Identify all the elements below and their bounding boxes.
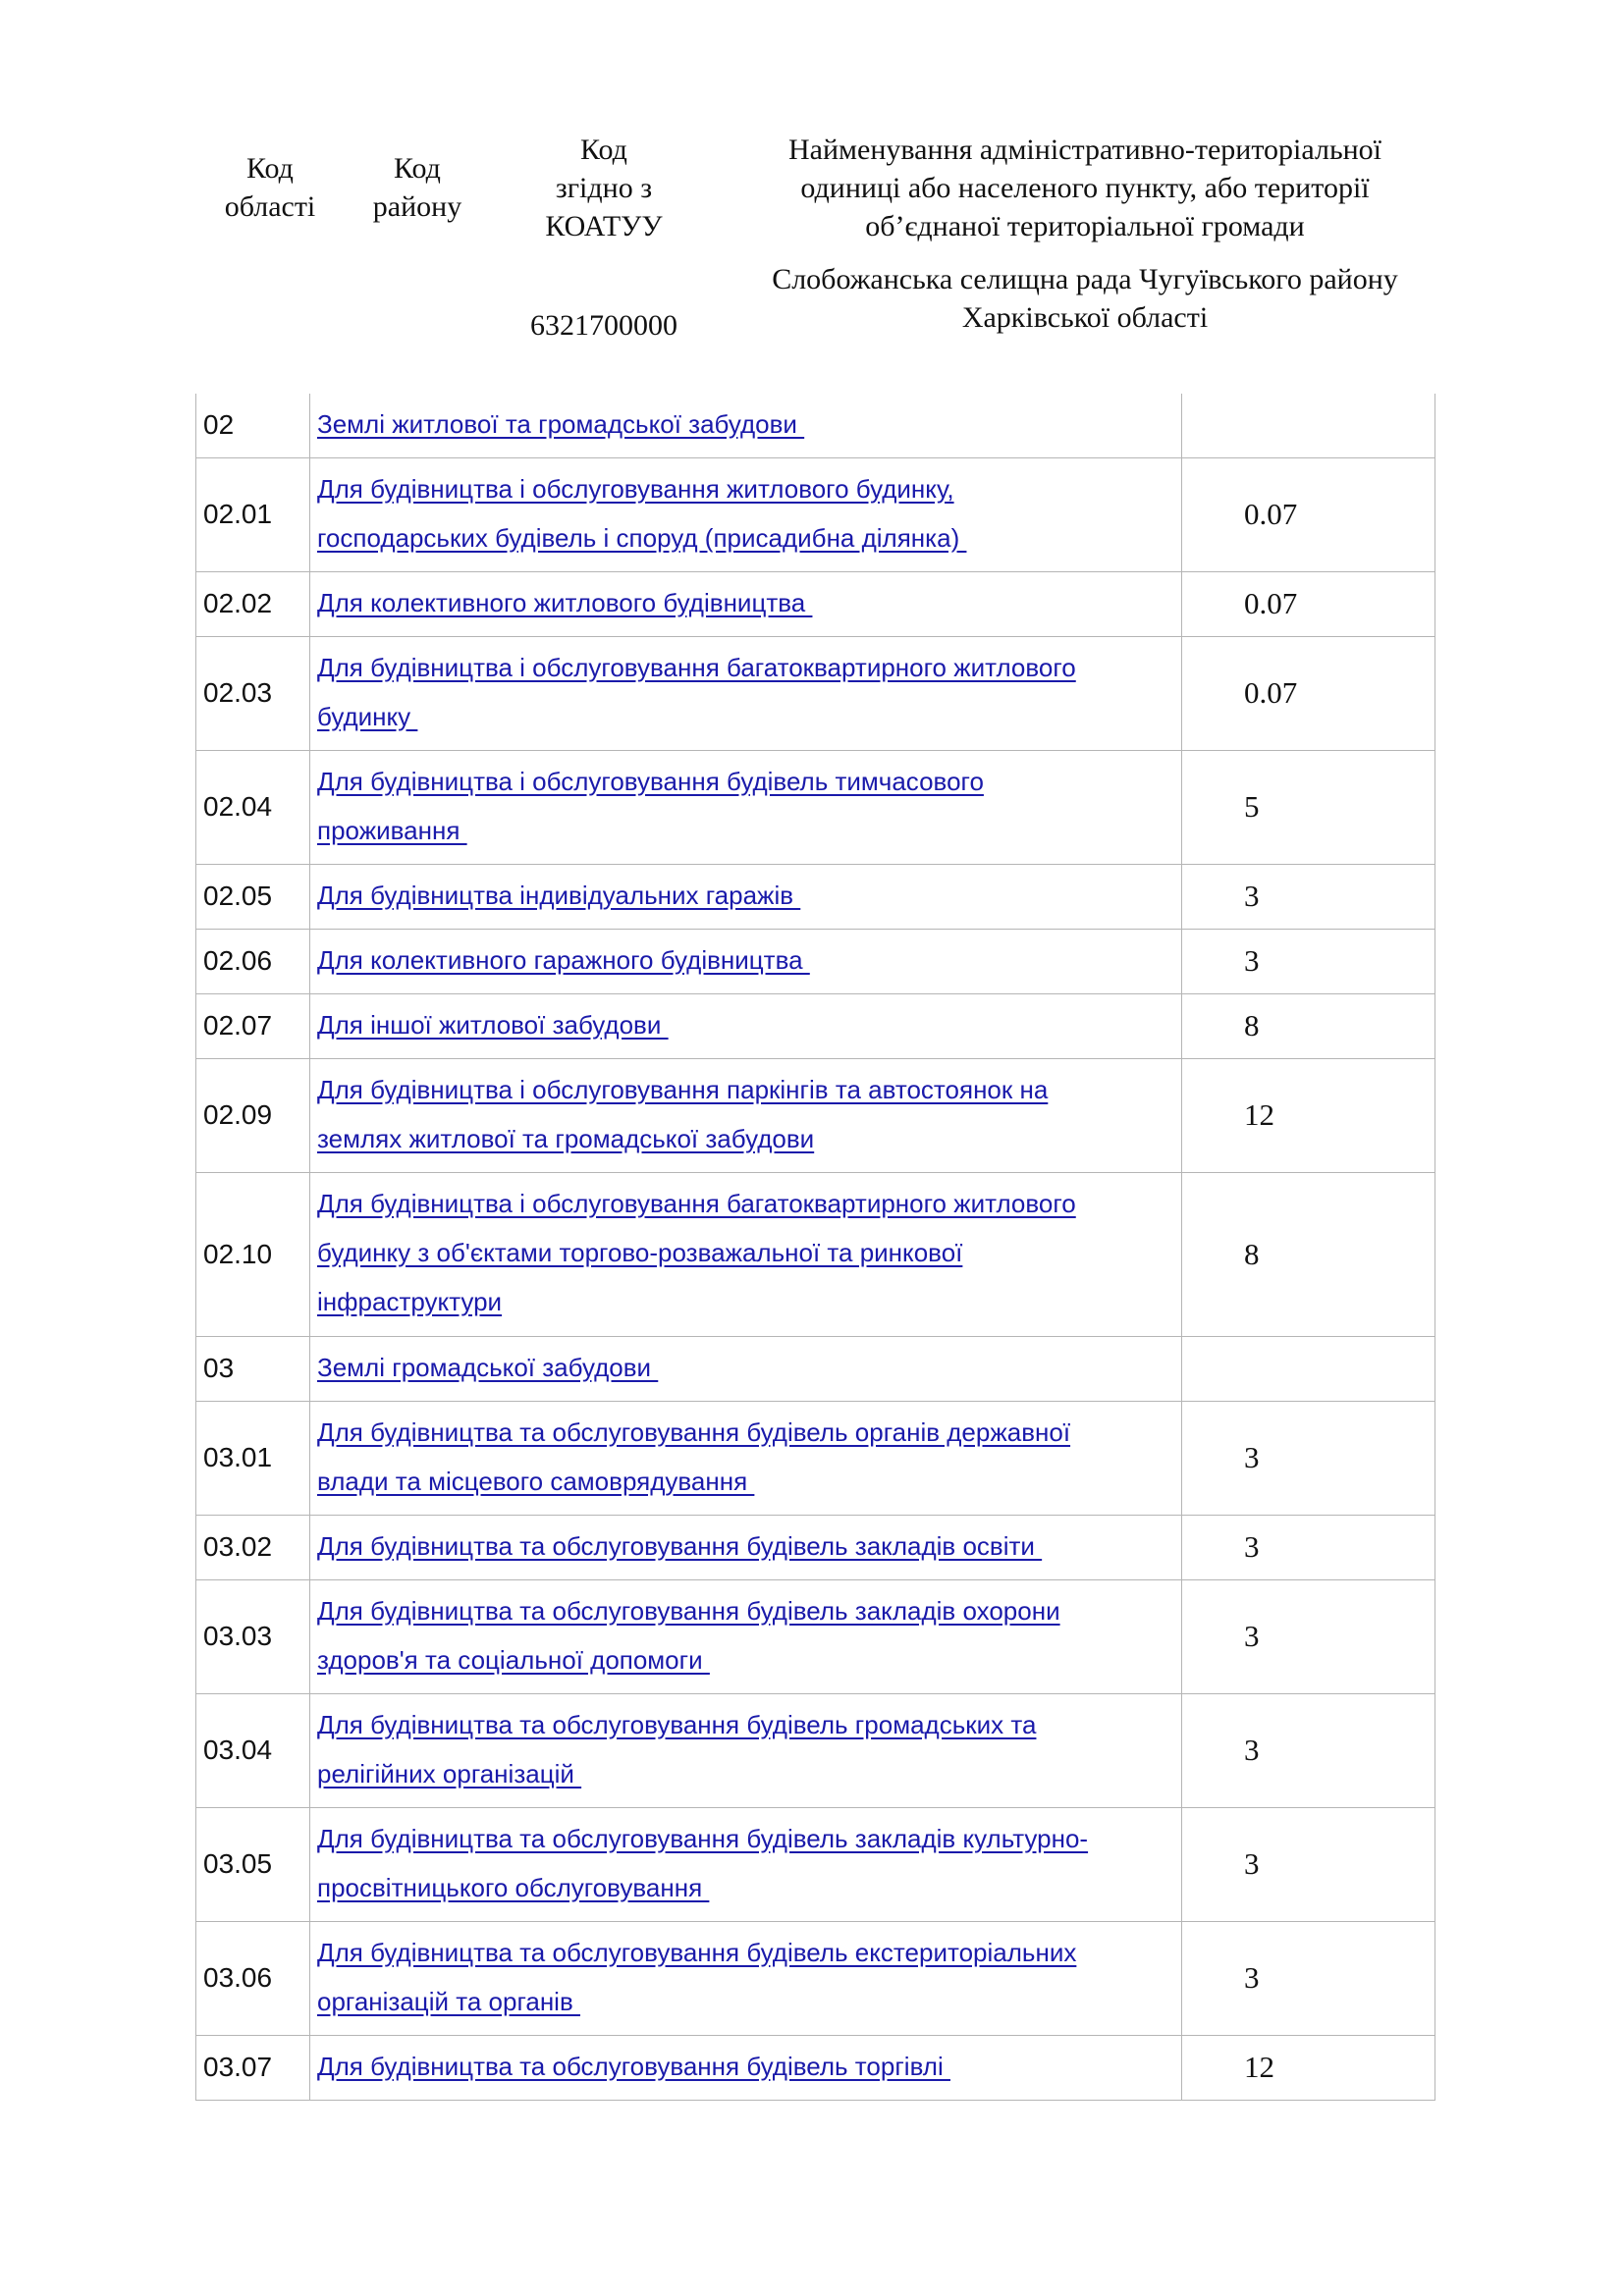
tax-rate: 3 xyxy=(1182,1693,1435,1807)
tax-rate: 12 xyxy=(1182,2035,1435,2100)
rayon-code-header: Код району xyxy=(372,152,462,223)
purpose-name-link[interactable]: Для колективного гаражного будівництва xyxy=(317,944,810,975)
council-name: Слобожанська селищна рада Чугуївського району Харківської області xyxy=(772,263,1398,334)
purpose-name-link[interactable]: Землі громадської забудови xyxy=(317,1352,659,1382)
table-row xyxy=(196,571,1435,636)
koatuu-code-value: 6321700000 xyxy=(530,309,677,342)
purpose-name-cell xyxy=(310,1058,1182,1172)
tax-rate: 12 xyxy=(1182,1058,1435,1172)
purpose-code: 02.06 xyxy=(196,929,310,993)
purpose-name-cell xyxy=(310,571,1182,636)
tax-rate: 8 xyxy=(1182,1172,1435,1336)
purpose-name-link[interactable]: Для будівництва і обслуговування багатоквартирного житлового будинку xyxy=(317,652,1076,731)
purpose-code: 03.02 xyxy=(196,1515,310,1579)
table-row xyxy=(196,457,1435,571)
tax-rate: 3 xyxy=(1182,1579,1435,1693)
table-row xyxy=(196,1172,1435,1336)
purpose-name-link[interactable]: Для будівництва та обслуговування будівель закладів культурно- просвітницького обслуговування xyxy=(317,1823,1089,1902)
tax-rate: 3 xyxy=(1182,864,1435,929)
table-row xyxy=(196,1515,1435,1579)
purpose-name-cell xyxy=(310,1336,1182,1401)
purpose-name-cell xyxy=(310,2035,1182,2100)
tax-rate: 3 xyxy=(1182,1401,1435,1515)
tax-rate: 0.07 xyxy=(1182,571,1435,636)
table-row xyxy=(196,1693,1435,1807)
purpose-code: 02.05 xyxy=(196,864,310,929)
purpose-name-cell xyxy=(310,750,1182,864)
purpose-name-cell xyxy=(310,1401,1182,1515)
purpose-name-link[interactable]: Для будівництва та обслуговування будівель закладів охорони здоров'я та соціальної допомоги xyxy=(317,1595,1060,1675)
purpose-code: 02 xyxy=(196,394,310,457)
purpose-code: 02.01 xyxy=(196,457,310,571)
purpose-code: 02.02 xyxy=(196,571,310,636)
table-row xyxy=(196,636,1435,750)
tax-rate: 5 xyxy=(1182,750,1435,864)
table-row xyxy=(196,1579,1435,1693)
tax-rate: 3 xyxy=(1182,1515,1435,1579)
tax-rate: 3 xyxy=(1182,1921,1435,2035)
purpose-code: 03.05 xyxy=(196,1807,310,1921)
tax-rate xyxy=(1182,1336,1435,1401)
table-row xyxy=(196,1336,1435,1401)
purpose-name-cell xyxy=(310,993,1182,1058)
tax-rate: 0.07 xyxy=(1182,636,1435,750)
land-purpose-table-body xyxy=(196,394,1435,2100)
purpose-code: 02.07 xyxy=(196,993,310,1058)
purpose-name-cell xyxy=(310,394,1182,457)
purpose-name-cell xyxy=(310,1693,1182,1807)
purpose-name-cell xyxy=(310,1172,1182,1336)
purpose-name-cell xyxy=(310,1515,1182,1579)
purpose-code: 02.04 xyxy=(196,750,310,864)
purpose-code: 02.10 xyxy=(196,1172,310,1336)
table-row xyxy=(196,929,1435,993)
purpose-name-link[interactable]: Для будівництва і обслуговування паркінгів та автостоянок на землях житлової та громадської забудови xyxy=(317,1074,1049,1153)
purpose-code: 03.07 xyxy=(196,2035,310,2100)
purpose-code: 03.06 xyxy=(196,1921,310,2035)
purpose-name-link[interactable]: Для будівництва і обслуговування багатоквартирного житлового будинку з об'єктами торгово-розважальної та ринкової інфраструктури xyxy=(317,1189,1076,1316)
table-row xyxy=(196,1921,1435,2035)
tax-rate: 3 xyxy=(1182,1807,1435,1921)
purpose-name-link[interactable]: Для колективного житлового будівництва xyxy=(317,587,813,617)
table-row xyxy=(196,394,1435,457)
koatuu-code-header: Код згідно з КОАТУУ xyxy=(545,133,663,242)
purpose-code: 03.03 xyxy=(196,1579,310,1693)
table-row xyxy=(196,1807,1435,1921)
purpose-name-link[interactable]: Для будівництва і обслуговування будівель тимчасового проживання xyxy=(317,766,984,845)
table-row xyxy=(196,864,1435,929)
purpose-name-cell xyxy=(310,864,1182,929)
purpose-code: 02.09 xyxy=(196,1058,310,1172)
unit-name-header: Найменування адміністративно-територіальної одиниці або населеного пункту, або території об’єднаної територіальної громади xyxy=(787,133,1382,242)
purpose-name-link[interactable]: Для будівництва та обслуговування будівель органів державної влади та місцевого самоврядування xyxy=(317,1416,1071,1496)
purpose-name-link[interactable]: Землі житлової та громадської забудови xyxy=(317,408,805,439)
purpose-name-link[interactable]: Для будівництва та обслуговування будівель екстериторіальних організацій та органів xyxy=(317,1937,1077,2016)
purpose-name-cell xyxy=(310,1807,1182,1921)
purpose-code: 03 xyxy=(196,1336,310,1401)
oblast-code-header: Код області xyxy=(224,152,316,223)
purpose-name-cell xyxy=(310,636,1182,750)
purpose-name-link[interactable]: Для будівництва та обслуговування будівель закладів освіти xyxy=(317,1530,1043,1561)
purpose-name-cell xyxy=(310,929,1182,993)
purpose-name-link[interactable]: Для будівництва і обслуговування житлового будинку, господарських будівель і споруд (присадибна ділянка) xyxy=(317,473,960,553)
table-row xyxy=(196,1058,1435,1172)
tax-rate xyxy=(1182,394,1435,457)
purpose-code: 02.03 xyxy=(196,636,310,750)
tax-rate: 3 xyxy=(1182,929,1435,993)
purpose-code: 03.04 xyxy=(196,1693,310,1807)
purpose-name-cell xyxy=(310,1579,1182,1693)
purpose-name-link[interactable]: Для будівництва та обслуговування будівель торгівлі xyxy=(317,2051,950,2081)
table-row xyxy=(196,750,1435,864)
table-row xyxy=(196,2035,1435,2100)
purpose-name-cell xyxy=(310,1921,1182,2035)
purpose-name-link[interactable]: Для іншої житлової забудови xyxy=(317,1009,669,1040)
tax-rate: 0.07 xyxy=(1182,457,1435,571)
table-row xyxy=(196,993,1435,1058)
purpose-code: 03.01 xyxy=(196,1401,310,1515)
table-row xyxy=(196,1401,1435,1515)
purpose-name-link[interactable]: Для будівництва та обслуговування будівель громадських та релігійних організацій xyxy=(317,1709,1037,1789)
purpose-name-link[interactable]: Для будівництва індивідуальних гаражів xyxy=(317,880,801,910)
land-purpose-table xyxy=(195,394,1435,2101)
purpose-name-cell xyxy=(310,457,1182,571)
tax-rate: 8 xyxy=(1182,993,1435,1058)
